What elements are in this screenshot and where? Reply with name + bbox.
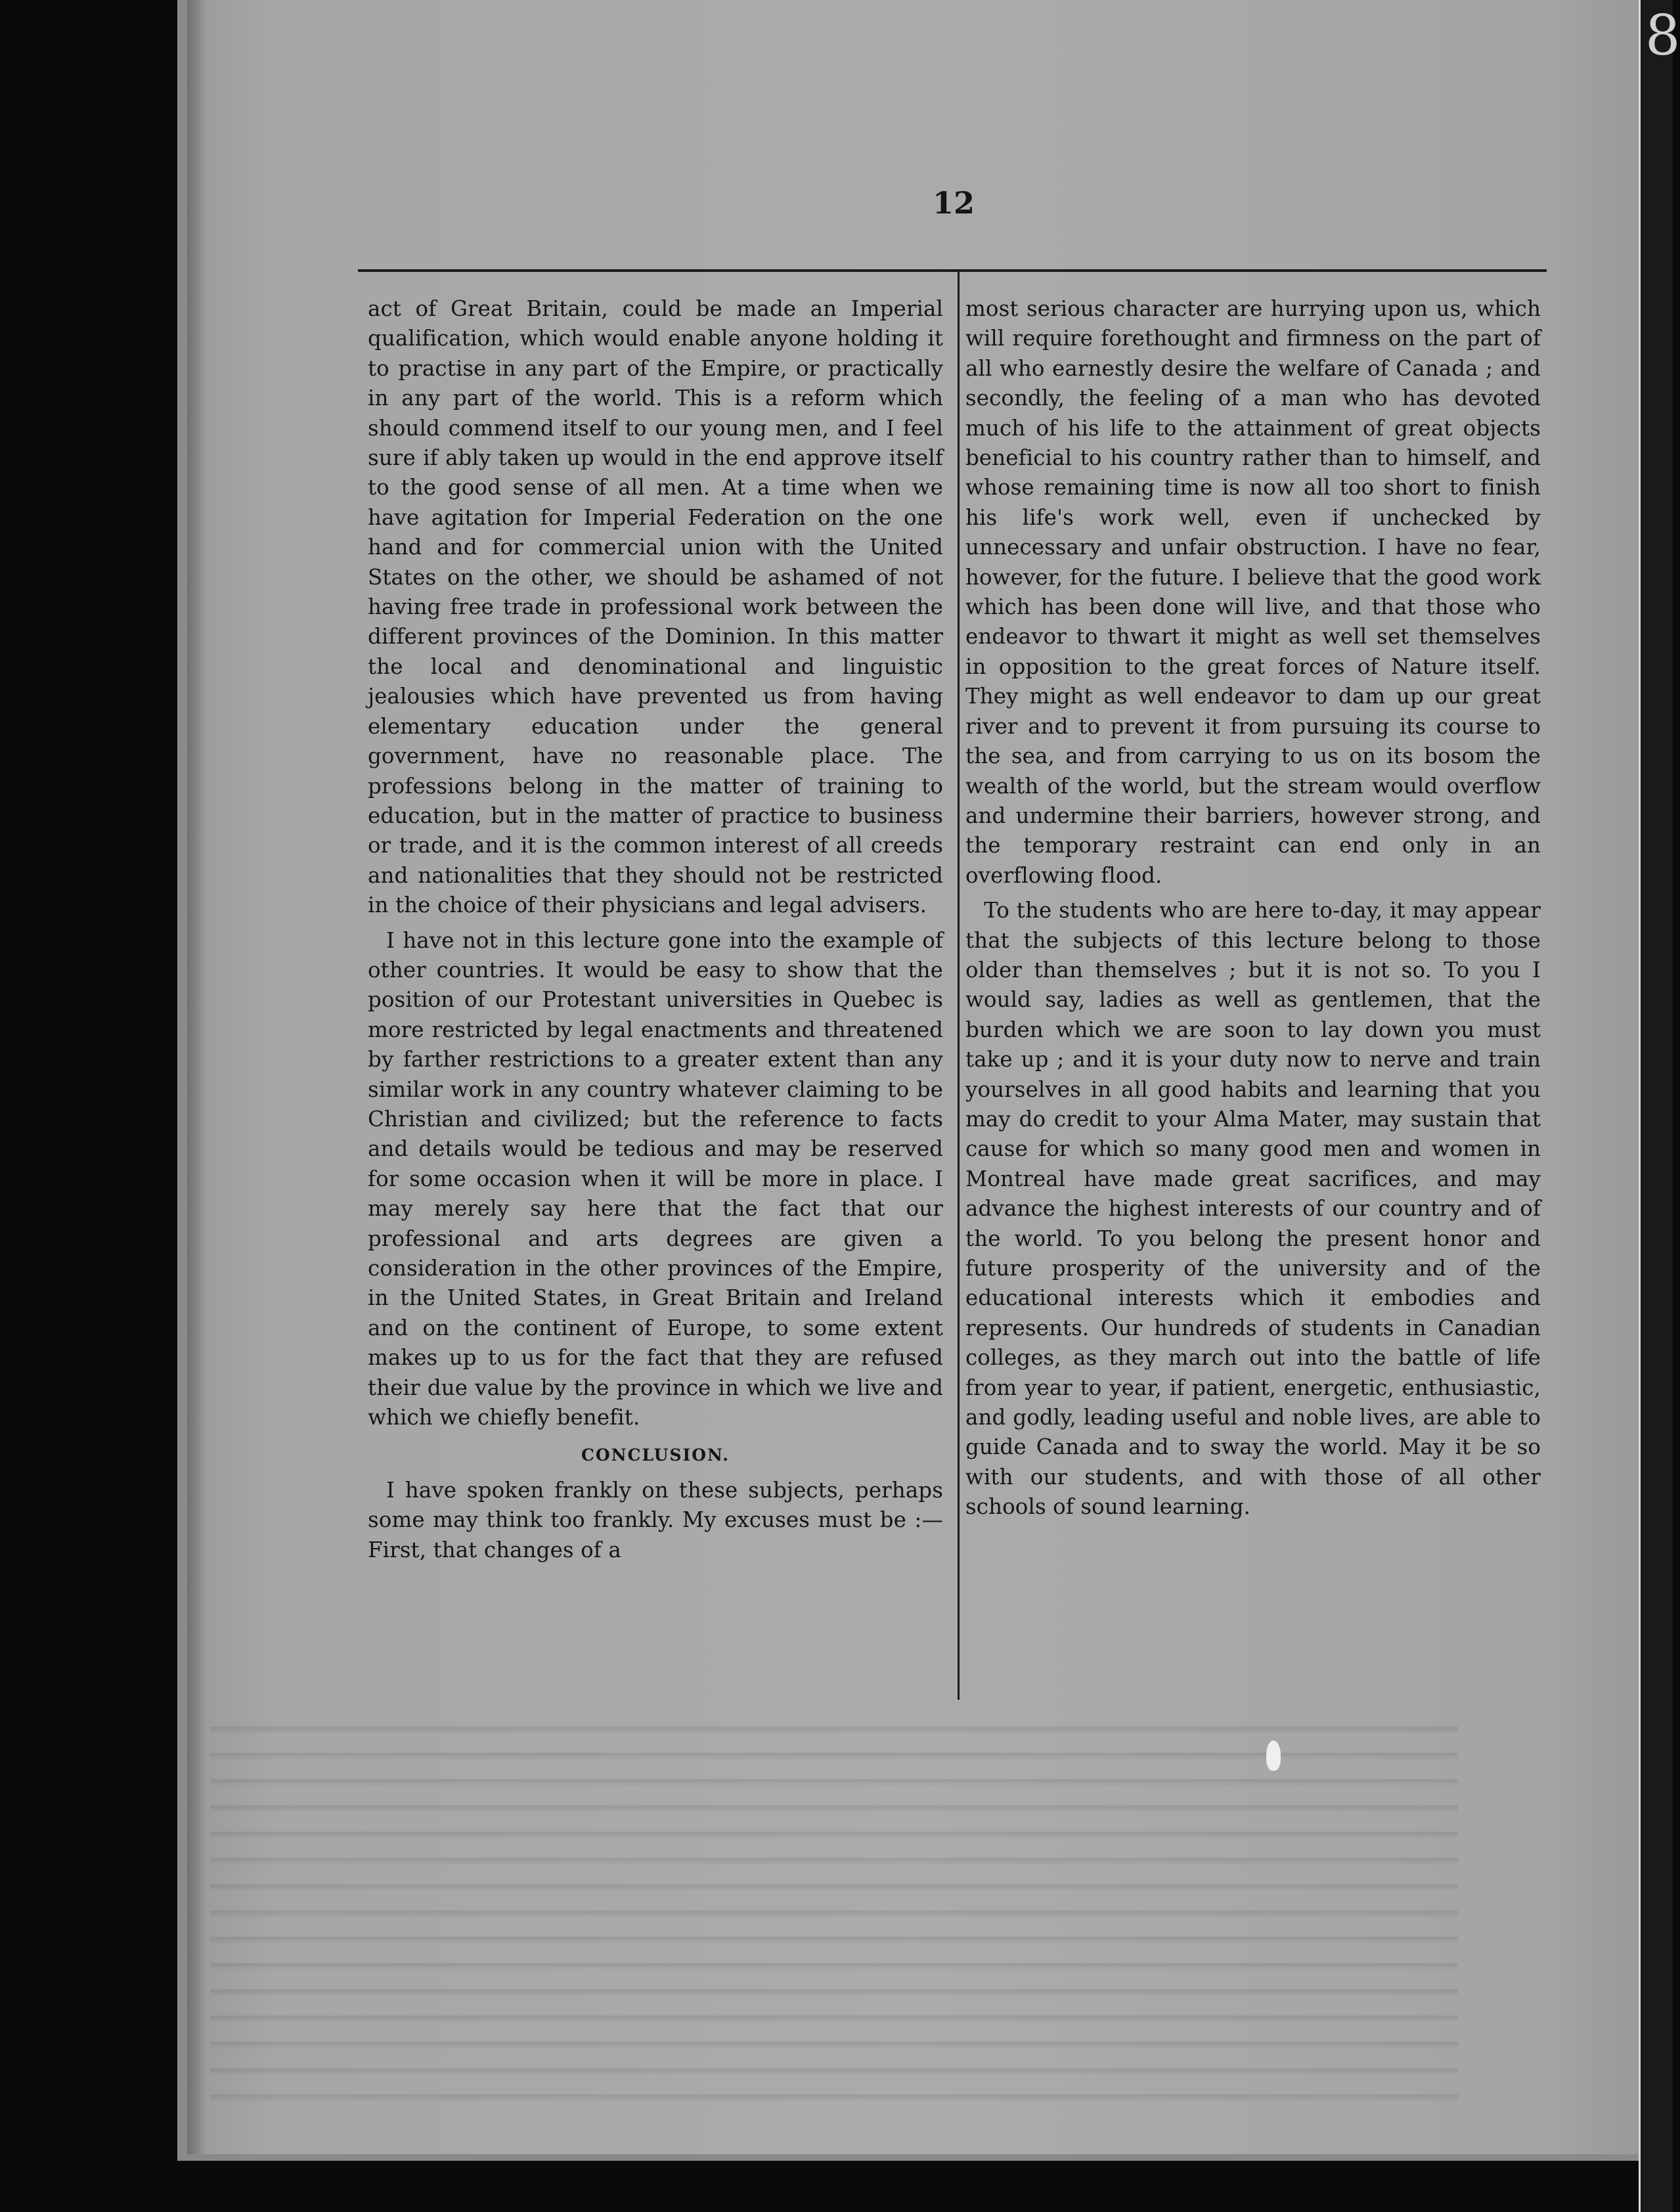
archive-folio-mark: 8 [1645,3,1680,68]
right-column [965,294,1541,1522]
right-paragraph-1: most serious character are hurrying upon us, which will require forethought and firmness on the part of all who earnestly desire the welfare of Canada ; and secondly, the feeling of a man who has devoted much of his life to the attainment of great objects beneficial to his country rather than to himself, and whose remaining time is now all too short to finish his life's work well, even if unchecked by unnecessary and unfair obstruction. I have no fear, however, for the future. I believe that the good work which has been done will live, and that those who endeavor to thwart it might as well set themselves in opposition to the great forces of Nature itself. They might as well endeavor to dam up our great river and to prevent it from pursuing its course to the sea, and from carrying to us on its bosom the wealth of the world, but the stream would overflow and undermine their barriers, however strong, and the temporary restraint can end only in an overflowing flood. [965,296,1541,888]
left-paragraph-1: act of Great Britain, could be made an Imperial qualification, which would enable anyone holding it to practise in any part of the Empire, or practically in any part of the world. This is a reform which should commend itself to our young men, and I feel sure if ably taken up would in the end approve itself to the good sense of all men. At a time when we have agitation for Imperial Federation on the one hand and for commercial union with the United States on the other, we should be ashamed of not having free trade in professional work between the different provinces of the Dominion. In this matter the local and denominational and linguistic jealousies which have prevented us from having elementary education under the general government, have no reasonable place. The professions belong in the matter of training to education, but in the matter of practice to business or trade, and it is the common interest of all creeds and nationalities that they should not be restricted in the choice of their physicians and legal advisers. [368,296,943,918]
page-binding-shadow [187,0,207,2154]
right-paragraph-2: To the students who are here to-day, it may appear that the subjects of this lecture belong to those older than themselves ; but it is not so. To you I would say, ladies as well as gentlemen, that the burden which we are soon to lay down you must take up ; and it is your duty now to nerve and train yourselves in all good habits and learning that you may do credit to your Alma Mater, may sustain that cause for which so many good men and women in Montreal have made great sacrifices, and may advance the highest interests of our country and of the world. To you belong the present honor and future prosperity of the university and of the educational interests which it embodies and represents. Our hundreds of students in Canadian colleges, as they march out into the battle of life from year to year, if patient, energetic, enthusiastic, and godly, leading useful and noble lives, are able to guide Canada and to sway the world. May it be so with our students, and with those of all other schools of sound learning. [965,898,1541,1520]
left-paragraph-2: I have not in this lecture gone into the example of other countries. It would be easy to show that the position of our Protestant universities in Quebec is more restricted by legal enactments and threatened by farther restrictions to a greater extent than any similar work in any country whatever claiming to be Christian and civilized; but the reference to facts and details would be tedious and may be reserved for some occasion when it will be more in place. I may merely say here that the fact that our professional and arts degrees are given a consideration in the other provinces of the Empire, in the United States, in Great Britain and Ireland and on the continent of Europe, to some extent makes up to us for the fact that they are refused their due value by the province in which we live and which we chiefly benefit. [368,927,943,1430]
column-divider [958,272,960,1700]
left-column [368,294,943,1565]
section-heading: CONCLUSION. [581,1446,730,1465]
page-number: 12 [933,185,975,221]
left-paragraph-3: I have spoken frankly on these subjects, perhaps some may think too frankly. My excuses must be :—First, that changes of a [368,1477,943,1562]
adjacent-page-strip [1639,0,1673,2212]
header-rule [358,269,1547,272]
paper-blemish [1266,1740,1281,1771]
